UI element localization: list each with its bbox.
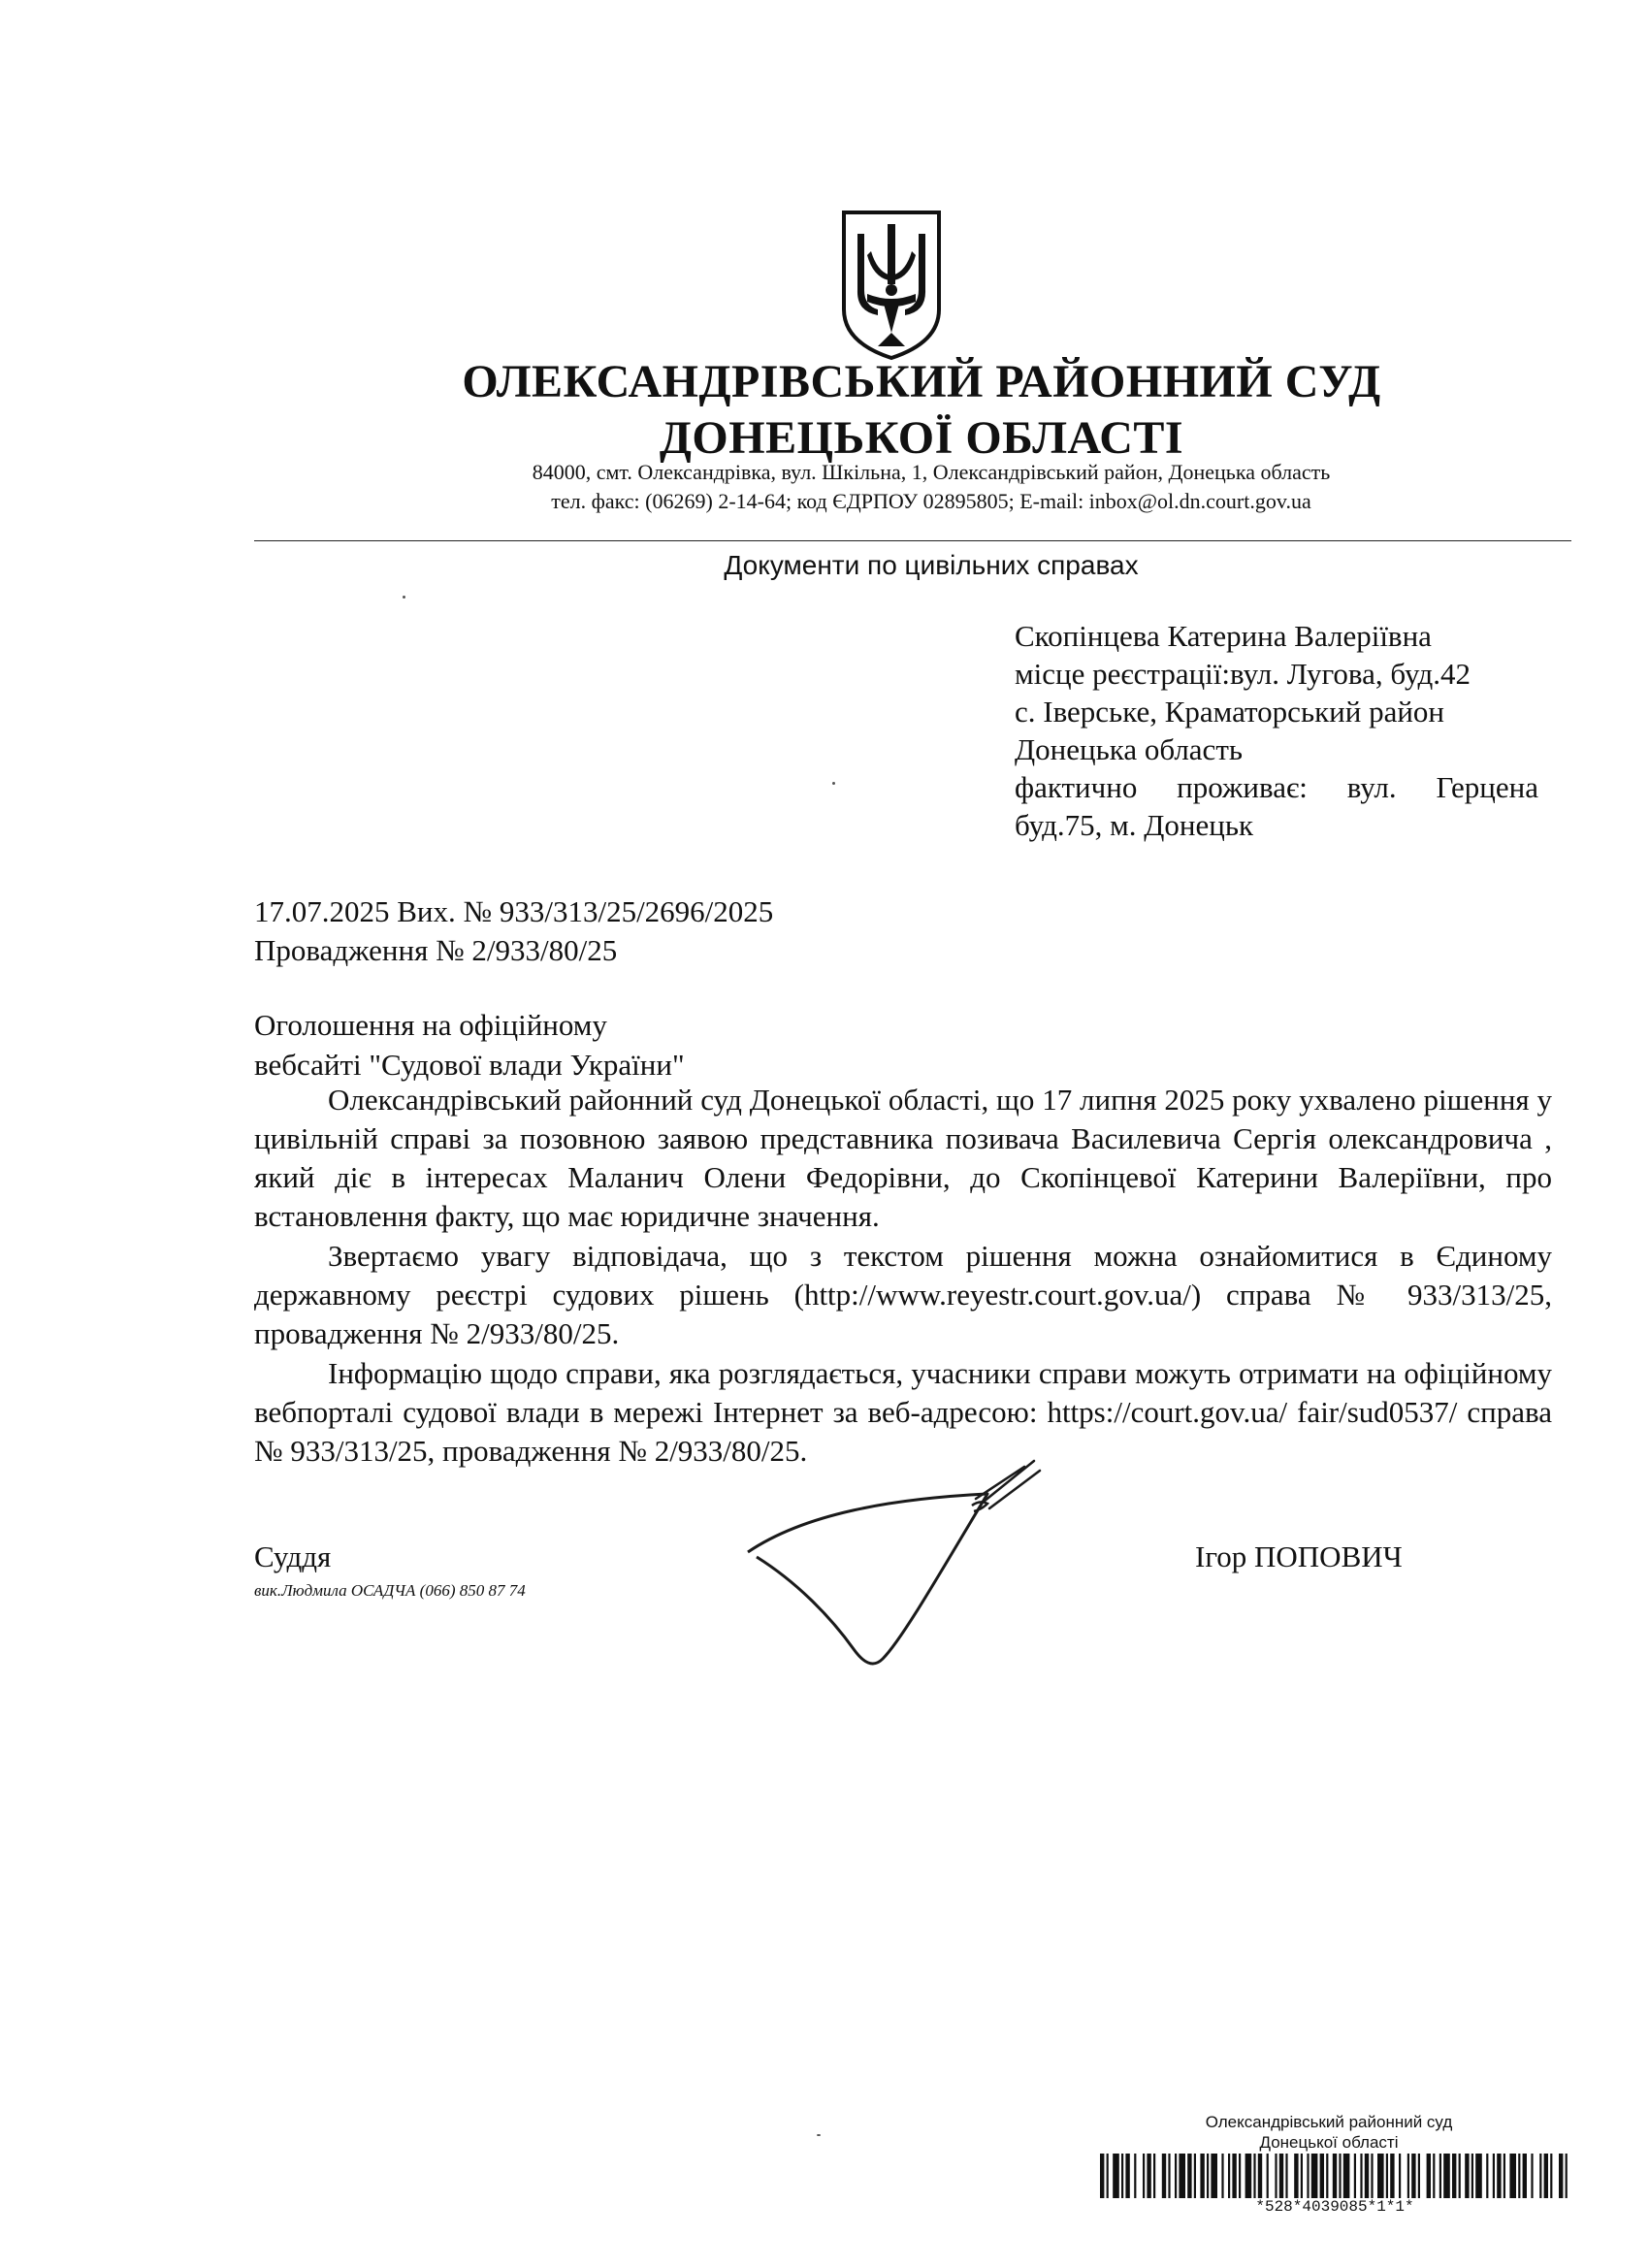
scan-speck: [832, 782, 835, 785]
executor-contact: вик.Людмила ОСАДЧА (066) 850 87 74: [254, 1581, 526, 1600]
coat-of-arms-icon: [840, 209, 943, 362]
court-phone-email: тел. факс: (06269) 2-14-64; код ЄДРПОУ 02895805; E-mail: inbox@ol.dn.court.gov.ua: [551, 489, 1311, 513]
court-name-line2: ДОНЕЦЬКОЇ ОБЛАСТІ: [659, 412, 1184, 464]
signer-role: Суддя: [254, 1539, 332, 1573]
stamp-court-line1: Олександрівський районний суд: [1205, 2113, 1453, 2131]
scan-speck: [403, 596, 405, 599]
court-name: [369, 354, 1474, 467]
recipient-line: місце реєстрації:вул. Лугова, буд.42: [1015, 657, 1471, 691]
recipient-line: Скопінцева Катерина Валеріївна: [1015, 619, 1432, 653]
handwritten-signature: [747, 1455, 1154, 1717]
notice-paragraph: Звертаємо увагу відповідача, що з текстом рішення можна ознайомитися в Єдиному державному реєстрі судових рішень (http://www.reyestr.court.gov.ua/) справа № 933/313/25, провадження № 2/933/80/25.: [254, 1239, 1552, 1350]
reference-numbers: [254, 892, 773, 970]
notice-paragraph: Олександрівський районний суд Донецької області, що 17 липня 2025 року ухвалено рішення у цивільній справі за позовною заявою представника позивача Василевича Сергія олександровича , який діє в інтересах Маланич Олени Федорівни, до Скопінцевої Катерини Валеріївни, про встановлення факту, що має юридичне значення.: [254, 1083, 1552, 1233]
outgoing-number: 17.07.2025 Вих. № 933/313/25/2696/2025: [254, 894, 774, 928]
recipient-line: фактично проживає: вул. Герцена: [1015, 770, 1538, 804]
document-type: Документи по цивільних справах: [724, 550, 1139, 580]
recipient-line: с. Іверське, Краматорський район: [1015, 695, 1445, 729]
notice-body: [254, 1081, 1552, 1472]
scan-speck: [817, 2134, 821, 2136]
recipient-line: Донецька область: [1015, 732, 1243, 766]
court-contacts: [388, 458, 1474, 516]
signer-name: Ігор ПОПОВИЧ: [1195, 1539, 1403, 1573]
recipient-line: буд.75, м. Донецьк: [1015, 808, 1254, 842]
stamp-court-line2: Донецької області: [1259, 2133, 1399, 2152]
barcode-icon: [1100, 2154, 1569, 2198]
notice-title-line2: вебсайті "Судової влади України": [254, 1048, 685, 1082]
notice-title-line1: Оголошення на офіційному: [254, 1008, 607, 1042]
court-name-line1: ОЛЕКСАНДРІВСЬКИЙ РАЙОННИЙ СУД: [462, 356, 1381, 407]
recipient-block: [1015, 617, 1538, 844]
proceeding-number: Провадження № 2/933/80/25: [254, 933, 618, 967]
notice-paragraph: Інформацію щодо справи, яка розглядається, учасники справи можуть отримати на офіційному вебпорталі судової влади в мережі Інтернет за веб-адресою: https://court.gov.ua/ fair/sud0537/ справа № 933/313/25, провадження № 2/933/80/25.: [254, 1356, 1552, 1468]
notice-title: [254, 1005, 685, 1085]
barcode-number: *528*4039085*1*1*: [1255, 2198, 1414, 2216]
registry-stamp: [1106, 2112, 1552, 2153]
court-address: 84000, смт. Олександрівка, вул. Шкільна, 1, Олександрівський район, Донецька область: [532, 460, 1331, 484]
header-divider: [254, 540, 1571, 541]
